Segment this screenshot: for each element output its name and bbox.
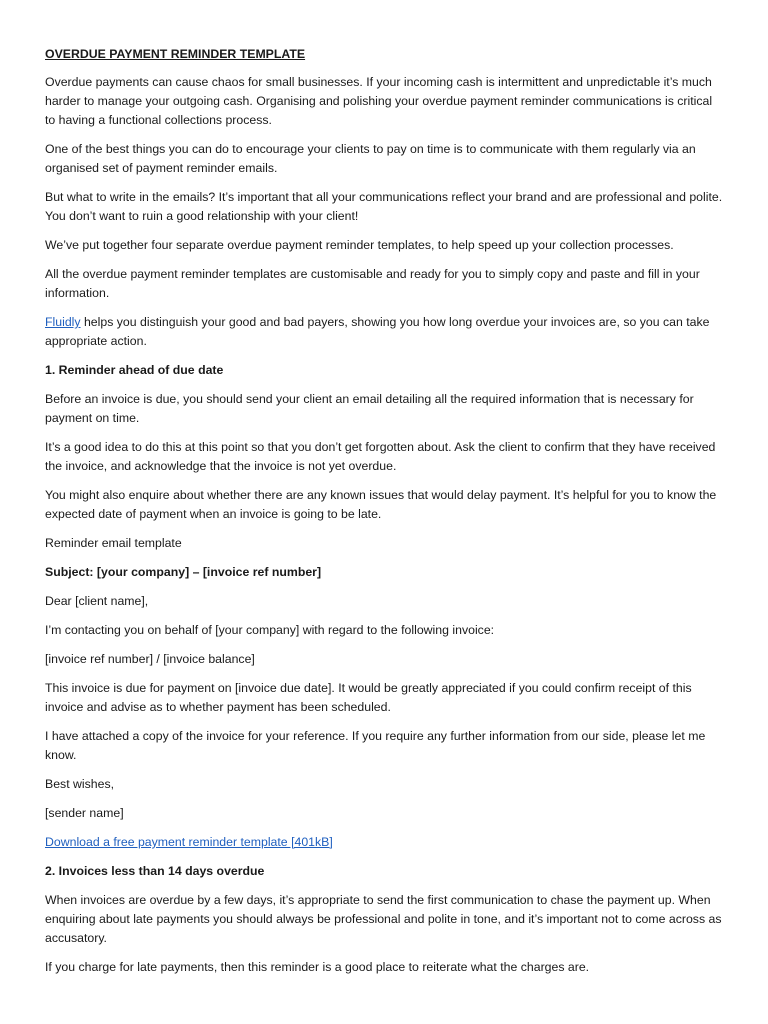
intro-paragraph-2: One of the best things you can do to encourage your clients to pay on time is to communicate with them regularly via an organised set of payment reminder emails. <box>45 142 696 175</box>
email-line-2: [invoice ref number] / [invoice balance] <box>45 652 255 666</box>
fluidly-paragraph-text: helps you distinguish your good and bad payers, showing you how long overdue your invoices are, so you can take appropriate action. <box>45 315 710 348</box>
intro-paragraph-3: But what to write in the emails? It’s important that all your communications reflect your brand and are professional and polite. You don’t want to ruin a good relationship with your client! <box>45 190 723 223</box>
section-1-paragraph-2: It’s a good idea to do this at this point so that you don’t get forgotten about. Ask the client to confirm that they have received the invoice, and acknowledge that the invoice is not yet overdue. <box>45 440 716 473</box>
section-2-paragraph-1: When invoices are overdue by a few days, it’s appropriate to send the first communication to chase the payment up. When enquiring about late payments you should always be professional and polite in tone, and it’s important not to come across as accusatory. <box>45 893 722 945</box>
fluidly-link[interactable]: Fluidly <box>45 315 81 329</box>
section-2-paragraph-2: If you charge for late payments, then this reminder is a good place to reiterate what the charges are. <box>45 960 590 974</box>
intro-paragraph-5: All the overdue payment reminder templates are customisable and ready for you to simply copy and paste and fill in your information. <box>45 267 700 300</box>
section-1-heading: 1. Reminder ahead of due date <box>45 363 224 377</box>
section-1-paragraph-3: You might also enquire about whether there are any known issues that would delay payment. It’s helpful for you to know the expected date of payment when an invoice is going to be late. <box>45 488 717 521</box>
email-line-3: This invoice is due for payment on [invoice due date]. It would be greatly appreciated if you could confirm receipt of this invoice and advise as to whether payment has been scheduled. <box>45 681 692 714</box>
template-label: Reminder email template <box>45 536 182 550</box>
email-line-4: I have attached a copy of the invoice for your reference. If you require any further information from our side, please let me know. <box>45 729 706 762</box>
email-line-1: I’m contacting you on behalf of [your company] with regard to the following invoice: <box>45 623 495 637</box>
intro-paragraph-4: We’ve put together four separate overdue payment reminder templates, to help speed up your collection processes. <box>45 238 674 252</box>
email-sender: [sender name] <box>45 806 124 820</box>
section-1-paragraph-1: Before an invoice is due, you should send your client an email detailing all the required information that is necessary for payment on time. <box>45 392 694 425</box>
download-paragraph <box>45 833 725 852</box>
intro-paragraph-1: Overdue payments can cause chaos for small businesses. If your incoming cash is intermittent and unpredictable it’s much harder to manage your outgoing cash. Organising and polishing your overdue payment reminder communications is critical to having a functional collections process. <box>45 75 713 127</box>
email-signoff: Best wishes, <box>45 777 115 791</box>
email-subject: Subject: [your company] – [invoice ref number] <box>45 565 322 579</box>
document-page <box>45 45 725 987</box>
download-template-link[interactable]: Download a free payment reminder template [401kB] <box>45 835 333 849</box>
email-greeting: Dear [client name], <box>45 594 149 608</box>
document-title: OVERDUE PAYMENT REMINDER TEMPLATE <box>45 47 306 61</box>
section-2-heading: 2. Invoices less than 14 days overdue <box>45 864 265 878</box>
fluidly-paragraph <box>45 313 725 351</box>
